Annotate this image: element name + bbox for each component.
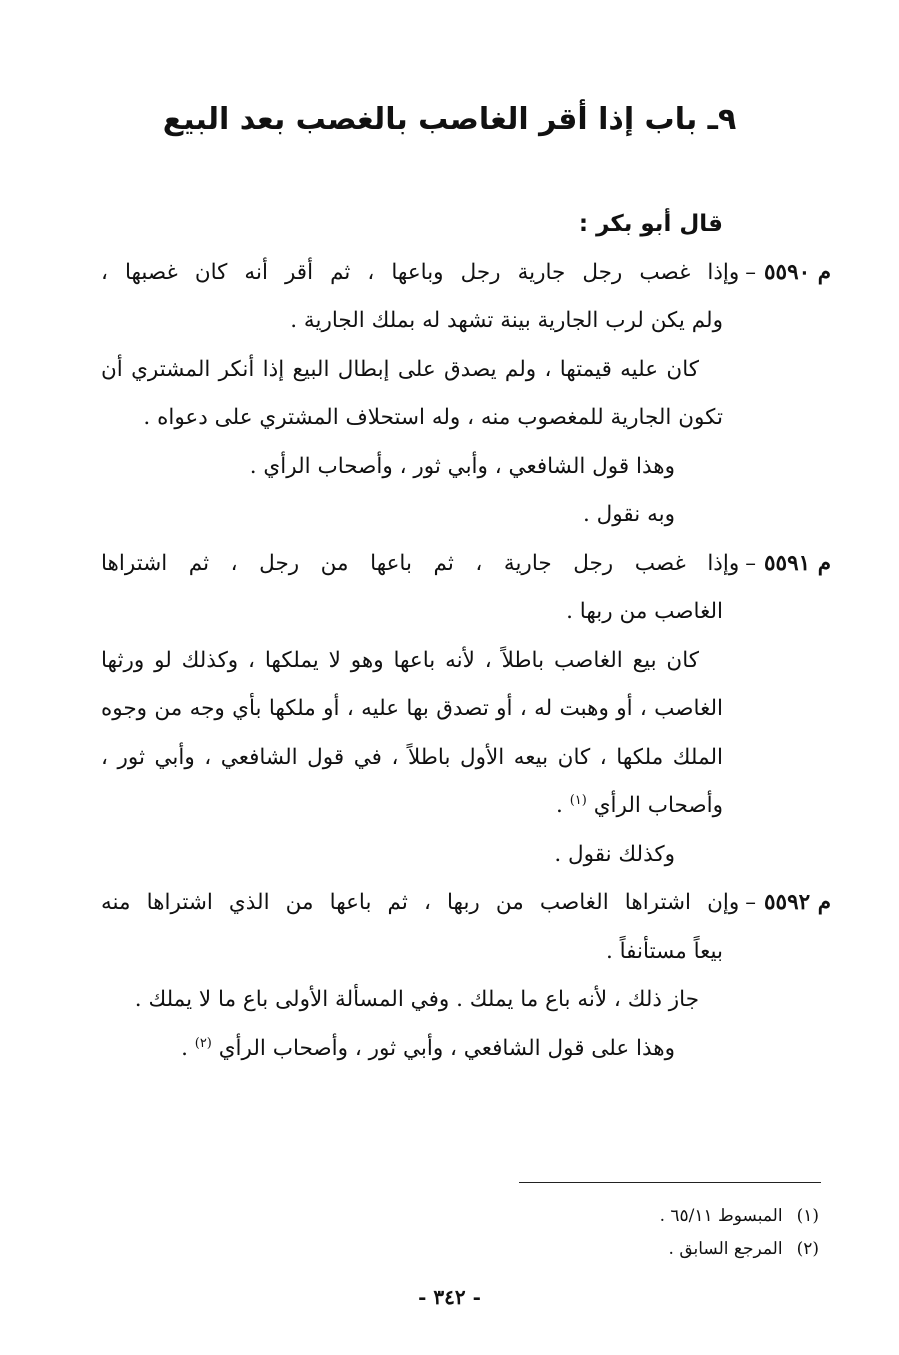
issue-first-line <box>101 879 831 928</box>
issue-5590 <box>101 249 831 540</box>
footnote-mark: (١) <box>796 1206 819 1226</box>
main-text <box>101 200 831 1073</box>
ruling-paragraph: كان بيع الغاصب باطلاً ، لأنه باعها وهو لا يملكها ، وكذلك لو ورثها الغاصب ، أو وهبت له ، أو تصدق بها عليه ، أو ملكها بأي وجه من وجوه الملك ملكها ، كان بيعه الأول باطلاً ، في قول الشافعي ، وأبي ثور ، وأصحاب الرأي $^{(١)}$ . <box>101 647 723 818</box>
issue-5592 <box>101 879 831 1073</box>
issue-number: م ٥٥٩١ <box>764 550 831 576</box>
issue-continuation: ولم يكن لرب الجارية بينة تشهد له بملك الجارية . <box>290 308 723 333</box>
issue-text: وإن اشتراها الغاصب من ربها ، ثم باعها من الذي اشتراها منه <box>101 890 740 915</box>
issue-number: م ٥٥٩٢ <box>764 890 831 915</box>
footnote-reference: (٢) <box>194 1035 212 1051</box>
scholars-paragraph: وهذا قول الشافعي ، وأبي ثور ، وأصحاب الرأي . <box>249 453 675 479</box>
chapter-title: ٩ـ باب إذا أقر الغاصب بالغصب بعد البيع <box>162 102 737 137</box>
issue-5591 <box>101 540 831 880</box>
ruling-text: كان بيع الغاصب باطلاً ، لأنه باعها وهو لا يملكها ، وكذلك لو ورثها الغاصب ، أو وهبت له ، أو تصدق بها عليه ، أو ملكها بأي وجه من وجوه الملك ملكها ، كان بيعه الأول باطلاً ، في قول الشافعي ، وأبي ثور ، وأصحاب الرأي <box>101 647 723 818</box>
scholars-text: وهذا على قول الشافعي ، وأبي ثور ، وأصحاب الرأي <box>218 1035 675 1061</box>
footnotes <box>419 1200 819 1266</box>
issue-dash: – <box>745 550 756 576</box>
footnote-item <box>419 1200 819 1233</box>
issue-dash: – <box>745 890 756 915</box>
author-opinion: وبه نقول . <box>583 502 675 527</box>
issue-continuation: الغاصب من ربها . <box>566 599 723 624</box>
issue-text: وإذا غصب رجل جارية ، ثم باعها من رجل ، ثم اشتراها <box>101 550 740 576</box>
issue-text: وإذا غصب رجل جارية رجل وباعها ، ثم أقر أنه كان غصبها ، <box>101 259 740 285</box>
ruling-paragraph: جاز ذلك ، لأنه باع ما يملك . وفي المسألة الأولى باع ما لا يملك . <box>134 987 699 1012</box>
footnote-text: المبسوط ٦٥/١١ . <box>659 1206 783 1226</box>
footnote-mark: (٢) <box>796 1239 819 1259</box>
page-number: - ٣٤٢ - <box>418 1285 481 1309</box>
issue-dash: – <box>745 259 756 285</box>
footnote-text: المرجع السابق . <box>668 1239 783 1259</box>
speaker-heading: قال أبو بكر : <box>578 211 723 237</box>
footnote-divider <box>519 1182 821 1183</box>
footnote-item <box>419 1233 819 1266</box>
ruling-paragraph: كان عليه قيمتها ، ولم يصدق على إبطال البيع إذا أنكر المشتري أن تكون الجارية للمغصوب منه ، وله استحلاف المشتري على دعواه . <box>101 356 723 430</box>
issue-first-line <box>101 540 831 589</box>
author-opinion: وكذلك نقول . <box>554 841 675 867</box>
issue-first-line <box>101 249 831 298</box>
scholars-paragraph: وهذا على قول الشافعي ، وأبي ثور ، وأصحاب الرأي $^{(٢)}$ . <box>181 1035 675 1061</box>
footnote-reference: (١) <box>569 792 587 808</box>
issue-continuation: بيعاً مستأنفاً . <box>605 938 723 964</box>
issue-number: م ٥٥٩٠ <box>764 259 831 285</box>
